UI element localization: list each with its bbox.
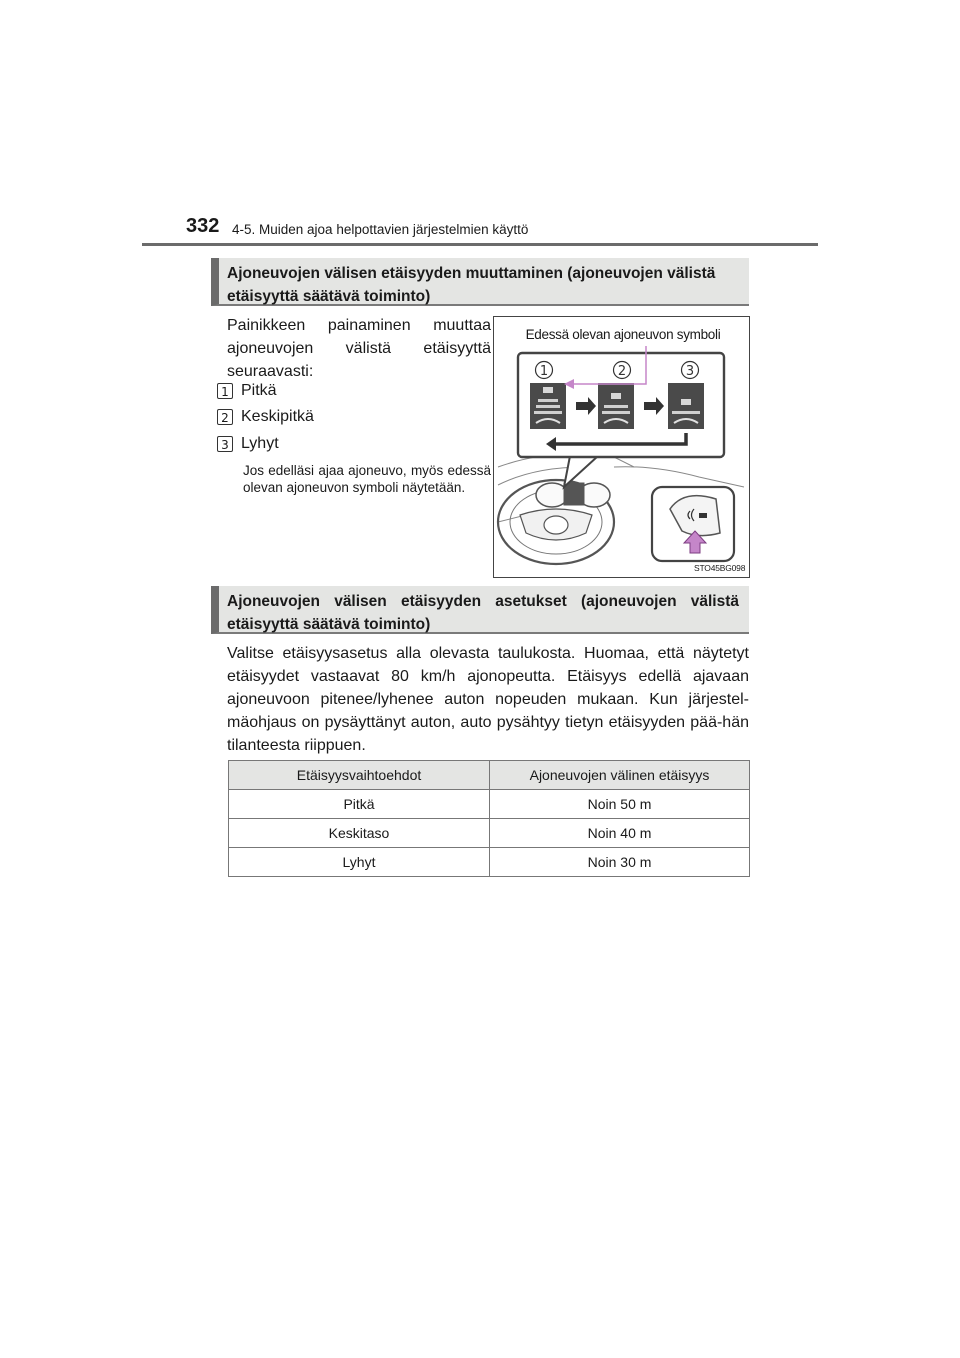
table-cell: Pitkä: [229, 790, 490, 819]
table-row: [229, 848, 750, 877]
list-item-label: Keskipitkä: [241, 408, 314, 425]
table-cell: Noin 50 m: [490, 790, 750, 819]
table-header-row: [229, 761, 750, 790]
intro-paragraph: Painikkeen painaminen muuttaa ajoneuvojen välistä etäisyyttä seuraavasti:: [227, 317, 491, 380]
number-badge: 2: [217, 409, 233, 425]
dashboard-illustration: [494, 317, 749, 577]
table-cell: Keskitaso: [229, 819, 490, 848]
marker-2: 2: [617, 364, 627, 379]
section-heading-distance-settings: Ajoneuvojen välisen etäisyyden asetukset (ajoneuvojen välistä etäisyyttä säätävä toiminto): [211, 586, 749, 634]
number-badge: 3: [217, 436, 233, 452]
column-header: Etäisyysvaihtoehdot: [229, 761, 490, 790]
page-number: 332: [186, 215, 220, 237]
table-cell: Lyhyt: [229, 848, 490, 877]
settings-paragraph: Valitse etäisyysasetus alla olevasta taulukosta. Huomaa, että näytetyt etäisyydet vastaavat 80 km/h ajonopeutta. Etäisyys edellä ajavaan ajoneuvoon pitenee/lyhenee auton nopeuden mukaan. Kun järjestel-mäohjaus on pysäyttänyt auton, auto pysähtyy tietyn etäisyyden pää-hän tilanteesta riippuen.: [227, 645, 749, 754]
list-item: [217, 406, 314, 428]
header-rule: [142, 243, 818, 246]
callout-label: Edessä olevan ajoneuvon symboli: [521, 324, 725, 346]
section-heading-change-distance: Ajoneuvojen välisen etäisyyden muuttaminen (ajoneuvojen välistä etäisyyttä säätävä toiminto): [211, 258, 749, 306]
distance-screen-medium: [598, 383, 634, 429]
table-row: [229, 790, 750, 819]
note-text: Jos edelläsi ajaa ajoneuvo, myös edessä olevan ajoneuvon symboli näytetään.: [243, 463, 491, 495]
table-cell: Noin 30 m: [490, 848, 750, 877]
list-item-label: Pitkä: [241, 382, 277, 399]
number-badge: 1: [217, 383, 233, 399]
marker-1: 1: [539, 364, 549, 379]
distance-table: [228, 760, 750, 877]
distance-screen-long: [530, 383, 566, 429]
running-head: 4-5. Muiden ajoa helpottavien järjestelmien käyttö: [232, 222, 529, 237]
table-row: [229, 819, 750, 848]
illustration-frame: [493, 316, 750, 578]
list-item-label: Lyhyt: [241, 435, 279, 452]
table-cell: Noin 40 m: [490, 819, 750, 848]
distance-screen-short: [668, 383, 704, 429]
illustration-code: STO45BG098: [694, 563, 746, 573]
column-header: Ajoneuvojen välinen etäisyys: [490, 761, 750, 790]
list-item: [217, 380, 277, 402]
list-item: [217, 433, 279, 455]
marker-3: 3: [685, 364, 695, 379]
